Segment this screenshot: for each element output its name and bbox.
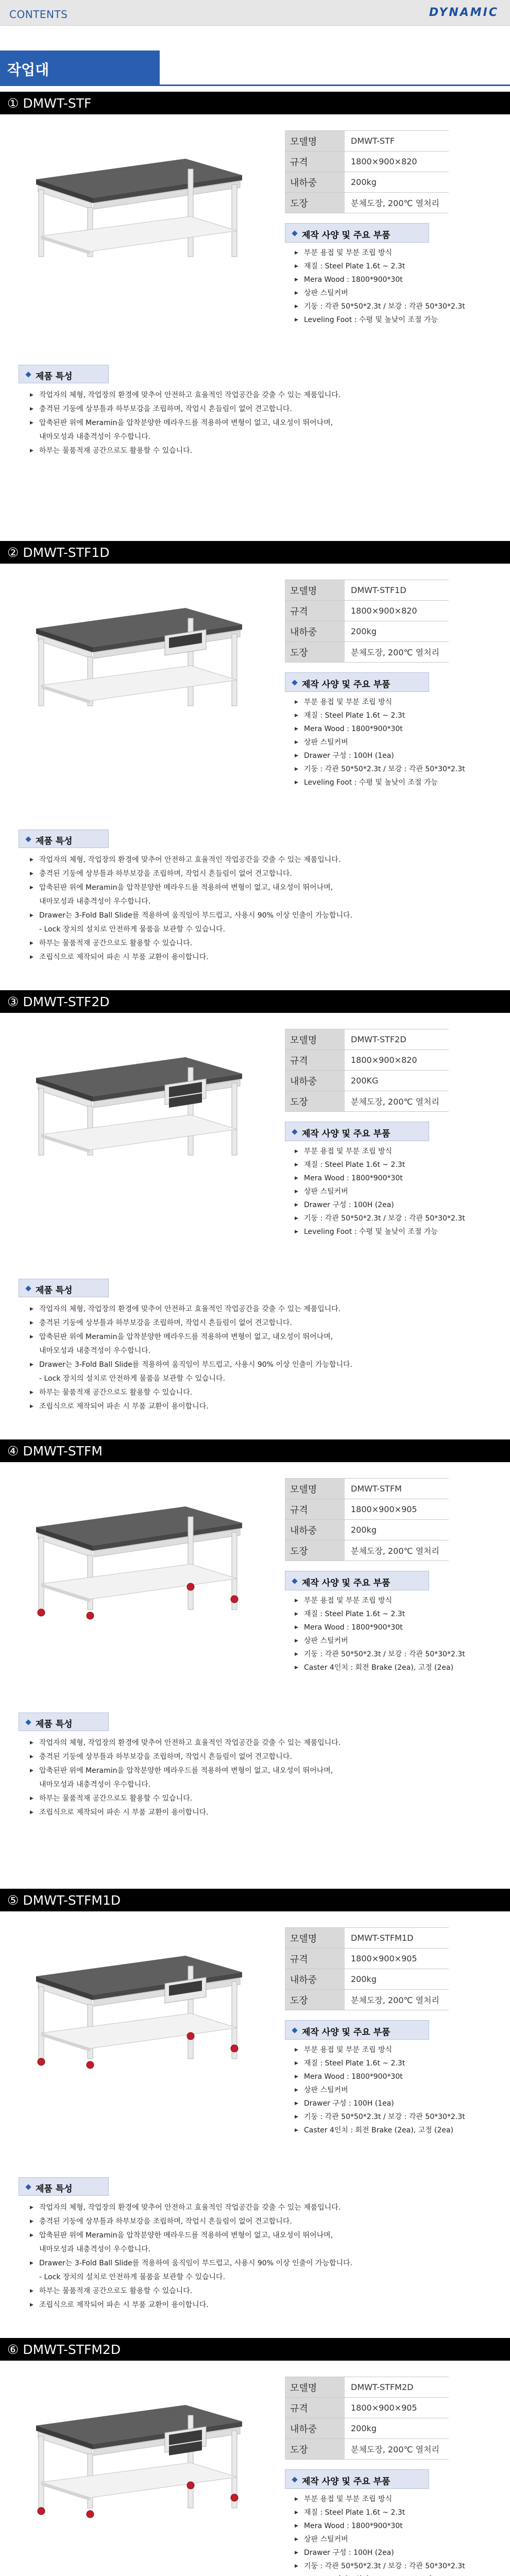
spec-value: 200kg (345, 172, 449, 193)
feature-item: ▶ Drawer 구성 : 100H (1ea) (295, 2097, 465, 2110)
spec-value: 200kg (345, 1520, 449, 1540)
feature-heading-text: 제작 사양 및 주요 부품 (302, 2027, 390, 2038)
characteristic-item: 내마모성과 내충격성이 우수합니다. (39, 897, 151, 906)
characteristic-item: ▶ 충격된 기둥에 상부틀과 하부보강을 조립하며, 작업시 흔들림이 없어 견고합니다. (30, 1750, 341, 1764)
feature-item: ▶ Leveling Foot : 수평 및 높낮이 조절 가능 (295, 313, 465, 327)
characteristic-item: ▶ Drawer는 3-Fold Ball Slide를 적용하여 움직임이 부드럽고, 사용시 90% 이상 인출이 가능합니다. (30, 1358, 352, 1372)
spec-label: 도장 (285, 2439, 345, 2460)
spec-label: 내하중 (285, 2418, 345, 2439)
spec-row (285, 2418, 449, 2439)
section-title: ③ DMWT-STF2D (7, 994, 110, 1009)
workbench-image (26, 598, 247, 721)
spec-table (285, 130, 449, 213)
spec-row (285, 193, 449, 213)
characteristic-item: ▶ 작업자의 체형, 작업장의 환경에 맞추어 안전하고 효율적인 작업공간을 갖출 수 있는 제품입니다. (30, 2201, 352, 2215)
spec-label: 내하중 (285, 1520, 345, 1540)
section-title: ④ DMWT-STFM (7, 1444, 103, 1459)
feature-item: ▶ Drawer 구성 : 100H (2ea) (295, 2546, 465, 2560)
spec-value: 1800×900×905 (345, 1948, 449, 1969)
product-section (0, 2338, 510, 2576)
characteristic-item: - Lock 장치의 설치로 안전하게 물품을 보관할 수 있습니다. (39, 925, 226, 934)
characteristic-item: ▶ 작업자의 체형, 작업장의 환경에 맞추어 안전하고 효율적인 작업공간을 갖출 수 있는 제품입니다. (30, 853, 352, 867)
spec-value: 1800×900×905 (345, 2398, 449, 2418)
spec-label: 규격 (285, 1948, 345, 1969)
spec-row (285, 1948, 449, 1969)
spec-row (285, 1479, 449, 1499)
characteristic-item: - Lock 장치의 설치로 안전하게 물품을 보관할 수 있습니다. (39, 2273, 226, 2281)
characteristic-item: ▶ 충격된 기둥에 상부틀과 하부보강을 조립하며, 작업시 흔들림이 없어 견고합니다. (30, 402, 341, 416)
feature-item: ▶ 재질 : Steel Plate 1.6t ~ 2.3t (295, 709, 465, 722)
characteristics-heading (19, 1279, 109, 1297)
spec-row (285, 131, 449, 151)
characteristic-item: ▶ 작업자의 체형, 작업장의 환경에 맞추어 안전하고 효율적인 작업공간을 갖출 수 있는 제품입니다. (30, 1302, 352, 1316)
spec-row (285, 1540, 449, 1561)
spec-value: 200KG (345, 1071, 449, 1091)
feature-item: ▶ 기둥 : 각관 50*50*2.3t / 보강 : 각관 50*30*2.3t (295, 300, 465, 313)
characteristic-item: ▶ 압축된판 위에 Meramin을 압착분양한 메라우드를 적용하여 변형이 없고, 내오성이 뛰어나며, (30, 416, 341, 430)
feature-list (295, 246, 465, 327)
section-title: ⑤ DMWT-STFM1D (7, 1893, 121, 1908)
feature-list (295, 696, 465, 789)
characteristics-heading-text: 제품 특성 (36, 2184, 73, 2194)
workbench-image (26, 1496, 247, 1620)
product-section (0, 541, 510, 994)
section-header (0, 990, 510, 1013)
spec-label: 규격 (285, 1499, 345, 1520)
spec-table (285, 1478, 449, 1561)
top-header-bar (0, 0, 510, 26)
spec-table (285, 2377, 449, 2460)
characteristic-item: ▶ 조립식으로 제작되어 파손 시 부품 교환이 용이합니다. (30, 951, 352, 964)
spec-row (285, 2398, 449, 2418)
feature-item: ▶ 기둥 : 각관 50*50*2.3t / 보강 : 각관 50*30*2.3t (295, 762, 465, 776)
spec-label: 규격 (285, 2398, 345, 2418)
characteristics-heading-text: 제품 특성 (36, 836, 73, 846)
characteristic-item: ▶ 하부는 물품적재 공간으로도 활용할 수 있습니다. (30, 2284, 352, 2298)
spec-value: 200kg (345, 1969, 449, 1990)
spec-value: DMWT-STFM2D (345, 2377, 449, 2398)
spec-value: 1800×900×905 (345, 1499, 449, 1520)
section-header (0, 541, 510, 564)
product-section (0, 1889, 510, 2342)
page-title: 작업대 (7, 61, 49, 78)
feature-item: ▶ Caster 4인치 : 회전 Brake (2ea), 고정 (2ea) (295, 1661, 465, 1674)
feature-item: ▶ 상판 스틸커버 (295, 1634, 465, 1648)
feature-heading (285, 223, 429, 243)
feature-list (295, 1145, 465, 1239)
spec-label: 모델명 (285, 1029, 345, 1050)
feature-heading-text: 제작 사양 및 주요 부품 (302, 2477, 390, 2487)
spec-row (285, 1499, 449, 1520)
feature-item: ▶ 상판 스틸커버 (295, 1185, 465, 1198)
spec-row (285, 580, 449, 601)
characteristic-item: ▶ 충격된 기둥에 상부틀과 하부보강을 조립하며, 작업시 흔들림이 없어 견고합니다. (30, 867, 352, 881)
page-title-box (0, 50, 160, 84)
spec-row (285, 621, 449, 642)
feature-heading (285, 2469, 429, 2489)
spec-value: DMWT-STF2D (345, 1029, 449, 1050)
feature-item: ▶ 부분 용접 및 부분 조립 방식 (295, 1594, 465, 1607)
characteristic-item: 내마모성과 내충격성이 우수합니다. (39, 433, 151, 441)
spec-label: 규격 (285, 601, 345, 621)
characteristic-item: ▶ Drawer는 3-Fold Ball Slide를 적용하여 움직임이 부드럽고, 사용시 90% 이상 인출이 가능합니다. (30, 2257, 352, 2270)
section-title: ⑥ DMWT-STFM2D (7, 2342, 121, 2357)
spec-value: 분체도장, 200℃ 열처리 (345, 193, 449, 213)
spec-label: 도장 (285, 1990, 345, 2010)
spec-row (285, 601, 449, 621)
diamond-icon (292, 2027, 297, 2033)
feature-item: ▶ 재질 : Steel Plate 1.6t ~ 2.3t (295, 2506, 465, 2519)
diamond-icon (292, 1129, 297, 1134)
characteristics-list (30, 2201, 352, 2312)
diamond-icon (25, 1719, 31, 1725)
spec-value: 200kg (345, 2418, 449, 2439)
spec-row (285, 642, 449, 663)
feature-item (295, 2573, 465, 2576)
feature-item: ▶ 재질 : Steel Plate 1.6t ~ 2.3t (295, 1607, 465, 1621)
feature-item: ▶ 기둥 : 각관 50*50*2.3t / 보강 : 각관 50*30*2.3t (295, 1212, 465, 1225)
feature-item: ▶ Drawer 구성 : 100H (1ea) (295, 749, 465, 762)
feature-item: ▶ 재질 : Steel Plate 1.6t ~ 2.3t (295, 1158, 465, 1172)
characteristic-item: ▶ 압축된판 위에 Meramin을 압착분양한 메라우드를 적용하여 변형이 없고, 내오성이 뛰어나며, (30, 1330, 352, 1344)
spec-label: 규격 (285, 151, 345, 172)
spec-row (285, 1091, 449, 1112)
characteristic-item: ▶ Drawer는 3-Fold Ball Slide를 적용하여 움직임이 부드럽고, 사용시 90% 이상 인출이 가능합니다. (30, 909, 352, 923)
spec-value: DMWT-STF1D (345, 580, 449, 601)
feature-item: ▶ 기둥 : 각관 50*50*2.3t / 보강 : 각관 50*30*2.3t (295, 2110, 465, 2124)
spec-table (285, 580, 449, 663)
characteristics-list (30, 388, 341, 458)
feature-heading-text: 제작 사양 및 주요 부품 (302, 1578, 390, 1588)
characteristic-item: ▶ 압축된판 위에 Meramin을 압착분양한 메라우드를 적용하여 변형이 없고, 내오성이 뛰어나며, (30, 881, 352, 895)
diamond-icon (25, 2184, 31, 2190)
feature-item: ▶ Mera Wood : 1800*900*30t (295, 1621, 465, 1634)
feature-heading-text: 제작 사양 및 주요 부품 (302, 1129, 390, 1139)
feature-list (295, 2043, 465, 2137)
characteristic-item: ▶ 하부는 물품적재 공간으로도 활용할 수 있습니다. (30, 937, 352, 951)
product-section (0, 92, 510, 545)
feature-item: ▶ Mera Wood : 1800*900*30t (295, 2519, 465, 2533)
feature-item: ▶ 상판 스틸커버 (295, 286, 465, 300)
spec-label: 내하중 (285, 621, 345, 642)
spec-table (285, 1927, 449, 2010)
characteristic-item: ▶ 작업자의 체형, 작업장의 환경에 맞추어 안전하고 효율적인 작업공간을 갖출 수 있는 제품입니다. (30, 1736, 341, 1750)
spec-value: 분체도장, 200℃ 열처리 (345, 642, 449, 663)
diamond-icon (25, 836, 31, 842)
feature-list (295, 1594, 465, 1674)
feature-item: ▶ 기둥 : 각관 50*50*2.3t / 보강 : 각관 50*30*2.3t (295, 2560, 465, 2573)
characteristic-item: ▶ 충격된 기둥에 상부틀과 하부보강을 조립하며, 작업시 흔들림이 없어 견고합니다. (30, 1316, 352, 1330)
spec-label: 내하중 (285, 1969, 345, 1990)
characteristic-item: ▶ 조립식으로 제작되어 파손 시 부품 교환이 용이합니다. (30, 1400, 352, 1414)
diamond-icon (292, 680, 297, 685)
characteristics-list (30, 1736, 341, 1820)
workbench-image (26, 1945, 247, 2069)
feature-item: ▶ 부분 용접 및 부분 조립 방식 (295, 1145, 465, 1158)
spec-value: DMWT-STF (345, 131, 449, 151)
spec-table (285, 1029, 449, 1112)
spec-row (285, 1990, 449, 2010)
section-header (0, 92, 510, 114)
spec-label: 도장 (285, 193, 345, 213)
spec-row (285, 2377, 449, 2398)
feature-item: ▶ 기둥 : 각관 50*50*2.3t / 보강 : 각관 50*30*2.3t (295, 1648, 465, 1661)
spec-value: 1800×900×820 (345, 1050, 449, 1071)
feature-heading-text: 제작 사양 및 주요 부품 (302, 680, 390, 690)
spec-value: 분체도장, 200℃ 열처리 (345, 1091, 449, 1112)
characteristics-heading (19, 2177, 109, 2196)
feature-item: ▶ 재질 : Steel Plate 1.6t ~ 2.3t (295, 2057, 465, 2070)
diamond-icon (292, 230, 297, 236)
section-title: ① DMWT-STF (7, 96, 92, 111)
feature-item: ▶ 부분 용접 및 부분 조립 방식 (295, 2493, 465, 2506)
feature-heading (285, 672, 429, 692)
spec-label: 내하중 (285, 172, 345, 193)
section-title: ② DMWT-STF1D (7, 545, 110, 560)
characteristic-item: ▶ 조립식으로 제작되어 파손 시 부품 교환이 용이합니다. (30, 2298, 352, 2312)
spec-value: 분체도장, 200℃ 열처리 (345, 1990, 449, 2010)
product-section (0, 1439, 510, 1893)
feature-item: ▶ 상판 스틸커버 (295, 736, 465, 749)
title-underline (0, 84, 510, 86)
spec-row (285, 172, 449, 193)
spec-label: 모델명 (285, 580, 345, 601)
spec-value: 분체도장, 200℃ 열처리 (345, 2439, 449, 2460)
feature-item: ▶ Mera Wood : 1800*900*30t (295, 2070, 465, 2083)
spec-row (285, 2439, 449, 2460)
spec-row (285, 1520, 449, 1540)
product-section (0, 990, 510, 1444)
spec-value: 200kg (345, 621, 449, 642)
workbench-image (26, 2395, 247, 2518)
spec-value: DMWT-STFM1D (345, 1928, 449, 1948)
section-header (0, 1439, 510, 1462)
spec-value: 1800×900×820 (345, 151, 449, 172)
spec-value: 1800×900×820 (345, 601, 449, 621)
diamond-icon (292, 1578, 297, 1584)
characteristic-item: ▶ 충격된 기둥에 상부틀과 하부보강을 조립하며, 작업시 흔들림이 없어 견고합니다. (30, 2215, 352, 2229)
characteristic-item: ▶ 압축된판 위에 Meramin을 압착분양한 메라우드를 적용하여 변형이 없고, 내오성이 뛰어나며, (30, 2229, 352, 2243)
feature-heading (285, 2020, 429, 2040)
characteristic-item: ▶ 압축된판 위에 Meramin을 압착분양한 메라우드를 적용하여 변형이 없고, 내오성이 뛰어나며, (30, 1764, 341, 1778)
characteristics-list (30, 1302, 352, 1414)
feature-list (295, 2493, 465, 2576)
diamond-icon (25, 371, 31, 377)
characteristic-item: ▶ 하부는 물품적재 공간으로도 활용할 수 있습니다. (30, 444, 341, 458)
feature-item: ▶ Mera Wood : 1800*900*30t (295, 1172, 465, 1185)
feature-item: ▶ Drawer 구성 : 100H (2ea) (295, 1198, 465, 1212)
characteristics-heading-text: 제품 특성 (36, 371, 73, 382)
feature-heading-text: 제작 사양 및 주요 부품 (302, 230, 390, 241)
spec-label: 내하중 (285, 1071, 345, 1091)
characteristic-item: ▶ 작업자의 체형, 작업장의 환경에 맞추어 안전하고 효율적인 작업공간을 갖출 수 있는 제품입니다. (30, 388, 341, 402)
characteristics-heading (19, 829, 109, 848)
characteristic-item: - Lock 장치의 설치로 안전하게 물품을 보관할 수 있습니다. (39, 1375, 226, 1383)
characteristic-item: 내마모성과 내충격성이 우수합니다. (39, 1347, 151, 1355)
feature-item: ▶ 상판 스틸커버 (295, 2083, 465, 2097)
workbench-image (26, 148, 247, 272)
characteristics-heading (19, 365, 109, 383)
spec-row (285, 1928, 449, 1948)
characteristic-item: ▶ 하부는 물품적재 공간으로도 활용할 수 있습니다. (30, 1792, 341, 1806)
brand-logo[interactable]: DYNAMIC (429, 6, 499, 19)
feature-item: ▶ 부분 용접 및 부분 조립 방식 (295, 696, 465, 709)
feature-item: ▶ Leveling Foot : 수평 및 높낮이 조절 가능 (295, 1225, 465, 1239)
spec-label: 모델명 (285, 1928, 345, 1948)
feature-heading (285, 1571, 429, 1590)
contents-label: CONTENTS (9, 8, 68, 21)
spec-label: 규격 (285, 1050, 345, 1071)
spec-row (285, 151, 449, 172)
section-header (0, 2338, 510, 2361)
feature-heading (285, 1122, 429, 1141)
diamond-icon (25, 1285, 31, 1291)
characteristic-item: 내마모성과 내충격성이 우수합니다. (39, 2245, 151, 2253)
spec-value: DMWT-STFM (345, 1479, 449, 1499)
feature-item: ▶ 상판 스틸커버 (295, 2533, 465, 2546)
feature-item: ▶ Caster 4인치 : 회전 Brake (2ea), 고정 (2ea) (295, 2124, 465, 2137)
spec-row (285, 1029, 449, 1050)
workbench-image (26, 1047, 247, 1171)
feature-item: ▶ Mera Wood : 1800*900*30t (295, 722, 465, 736)
spec-label: 모델명 (285, 131, 345, 151)
spec-row (285, 1969, 449, 1990)
characteristics-heading-text: 제품 특성 (36, 1719, 73, 1730)
spec-row (285, 1050, 449, 1071)
spec-label: 도장 (285, 642, 345, 663)
characteristic-item: 내마모성과 내충격성이 우수합니다. (39, 1781, 151, 1789)
characteristic-item: ▶ 하부는 물품적재 공간으로도 활용할 수 있습니다. (30, 1386, 352, 1400)
feature-item: ▶ 부분 용접 및 부분 조립 방식 (295, 246, 465, 260)
spec-value: 분체도장, 200℃ 열처리 (345, 1540, 449, 1561)
spec-label: 도장 (285, 1540, 345, 1561)
characteristic-item: ▶ 조립식으로 제작되어 파손 시 부품 교환이 용이합니다. (30, 1806, 341, 1820)
spec-row (285, 1071, 449, 1091)
spec-label: 모델명 (285, 1479, 345, 1499)
spec-label: 도장 (285, 1091, 345, 1112)
diamond-icon (292, 2477, 297, 2482)
feature-item: ▶ 재질 : Steel Plate 1.6t ~ 2.3t (295, 260, 465, 273)
characteristics-list (30, 853, 352, 964)
spec-label: 모델명 (285, 2377, 345, 2398)
characteristics-heading-text: 제품 특성 (36, 1285, 73, 1296)
feature-item: ▶ Mera Wood : 1800*900*30t (295, 273, 465, 286)
characteristics-heading (19, 1713, 109, 1731)
feature-item: ▶ Leveling Foot : 수평 및 높낮이 조절 가능 (295, 776, 465, 789)
section-header (0, 1889, 510, 1911)
feature-item: ▶ 부분 용접 및 부분 조립 방식 (295, 2043, 465, 2057)
